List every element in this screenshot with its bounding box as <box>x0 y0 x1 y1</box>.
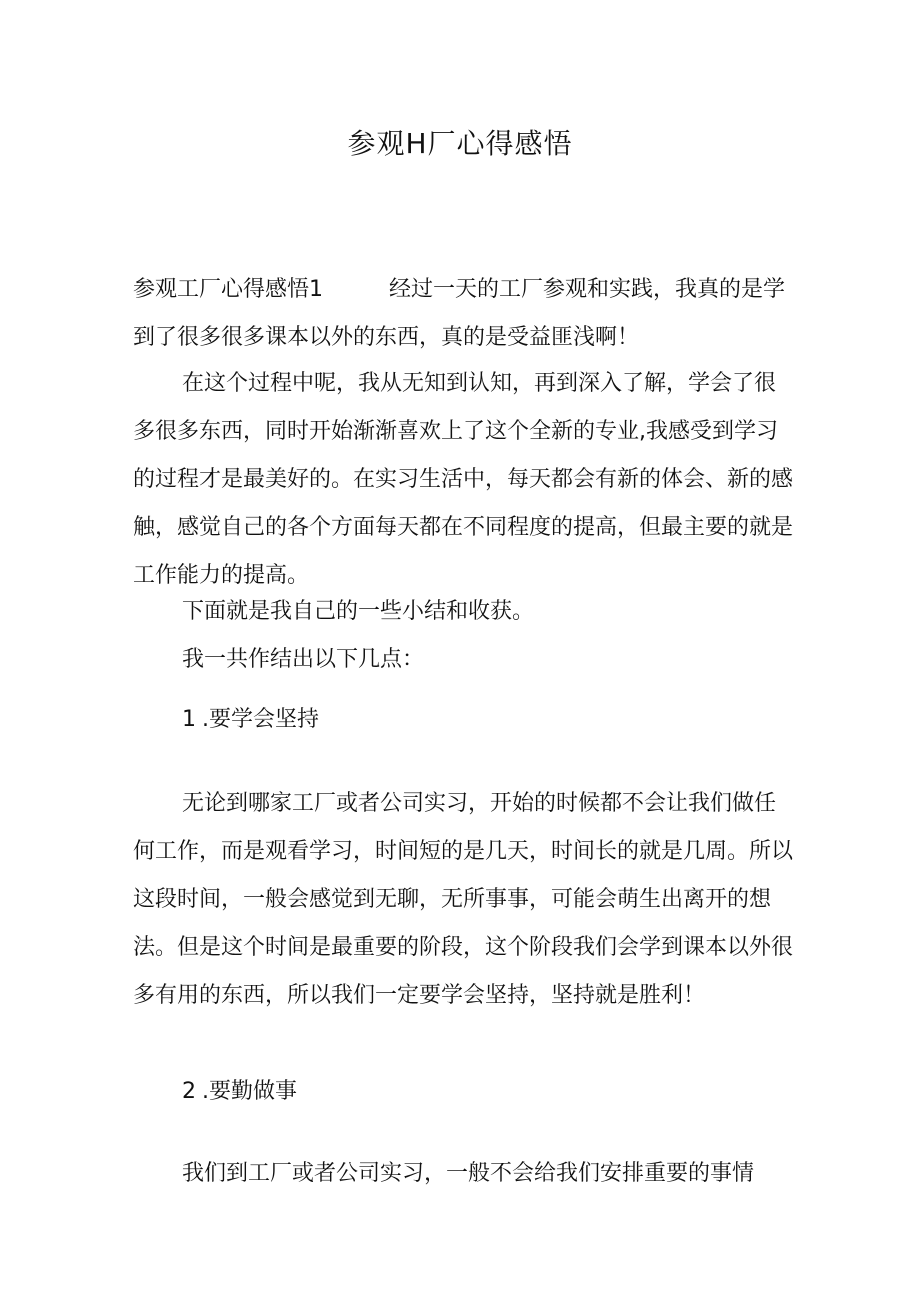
list-item-text: .要勤做事 <box>202 1079 297 1104</box>
paragraph-diligent: 我们到工厂或者公司实习，一般不会给我们安排重要的事情 <box>182 1161 755 1186</box>
list-item-diligent <box>133 1068 793 1116</box>
paragraph-summary: 下面就是我自己的一些小结和收获。 <box>182 599 535 624</box>
list-item-persist <box>133 696 793 744</box>
page-title: 参观H厂心得感悟 <box>347 127 573 160</box>
paragraph-points-intro: 我一共作结出以下几点： <box>182 647 425 672</box>
section-heading: 参观工厂心得感悟1 <box>133 277 323 302</box>
list-item-text: .要学会坚持 <box>202 707 319 732</box>
list-item-number: 2 <box>182 1079 196 1104</box>
paragraph-intro-text: 经过一天的工厂参观和实践，我真的是学到了很多很多课本以外的东西，真的是受益匪浅啊！ <box>133 277 786 350</box>
paragraph-intro <box>133 266 793 362</box>
list-item-number: 1 <box>182 707 196 732</box>
list-item-label <box>133 1068 793 1116</box>
paragraph-process: 在这个过程中呢，我从无知到认知，再到深入了解，学会了很多很多东西，同时开始渐渐喜欢上了这个全新的专业,我感受到学习的过程才是最美好的。在实习生活中，每天都会有新的体会、新的感触，感觉自己的各个方面每天都在不同程度的提高，但最主要的就是工作能力的提高。 <box>133 371 794 588</box>
list-item-label <box>133 696 793 744</box>
paragraph-persist: 无论到哪家工厂或者公司实习，开始的时候都不会让我们做任何工作，而是观看学习，时间短的是几天，时间长的就是几周。所以这段时间，一般会感觉到无聊，无所事事，可能会萌生出离开的想法。但是这个时间是最重要的阶段，这个阶段我们会学到课本以外很多有用的东西，所以我们一定要学会坚持，坚持就是胜利！ <box>133 791 794 1008</box>
